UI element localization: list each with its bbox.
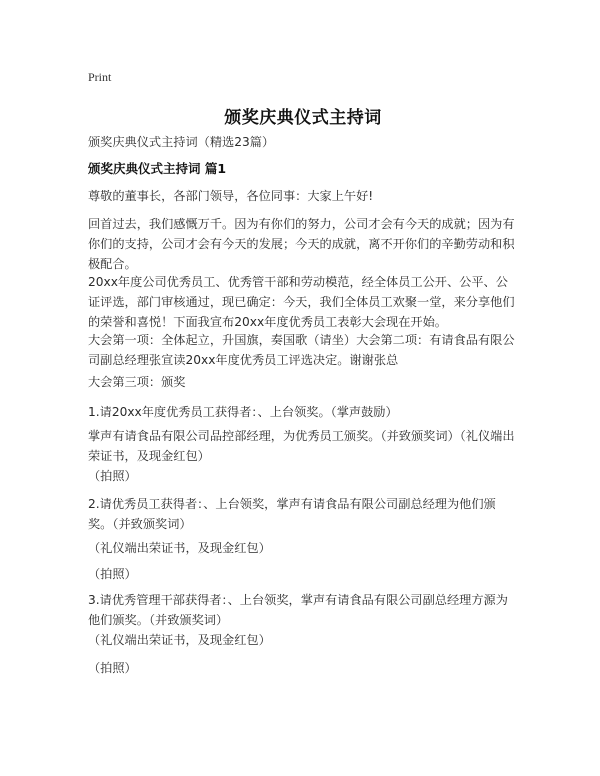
paragraph: 大会第三项：颁奖 bbox=[88, 375, 186, 389]
paragraph: （拍照） bbox=[88, 661, 137, 675]
document-subtitle: 颁奖庆典仪式主持词（精选23篇） bbox=[88, 135, 275, 149]
paragraph: 20xx年度公司优秀员工、优秀管干部和劳动模范，经全体员工公开、公平、公证评选，部门审核通过，现已确定：今天，我们全体员工欢聚一堂，来分享他们的荣誉和喜悦！下面我宣布20xx年度优秀员工表彰大会现在开始。 bbox=[88, 275, 515, 329]
paragraph: 尊敬的董事长，各部门领导，各位同事：大家上午好! bbox=[88, 189, 374, 203]
paragraph: 1.请20xx年度优秀员工获得者：、上台领奖。（掌声鼓励） bbox=[88, 405, 398, 419]
section-heading: 颁奖庆典仪式主持词 篇1 bbox=[88, 161, 227, 176]
paragraph: （拍照） bbox=[88, 469, 137, 483]
print-label[interactable]: Print bbox=[88, 70, 112, 84]
page-title: 颁奖庆典仪式主持词 bbox=[224, 108, 382, 128]
paragraph: （礼仪端出荣证书，及现金红包） bbox=[88, 633, 271, 647]
paragraph: （拍照） bbox=[88, 567, 137, 581]
paragraph: 掌声有请食品有限公司品控部经理，为优秀员工颁奖。（并致颁奖词）（礼仪端出荣证书，及现金红包） bbox=[88, 429, 515, 463]
paragraph: 大会第一项：全体起立，升国旗，奏国歌（请坐）大会第二项：有请食品有限公司副总经理张宣读20xx年度优秀员工评选决定。谢谢张总 bbox=[88, 333, 515, 367]
paragraph: 2.请优秀员工获得者：、上台领奖，掌声有请食品有限公司副总经理为他们颁奖。（并致颁奖词） bbox=[88, 497, 496, 531]
paragraph: 3.请优秀管理干部获得者：、上台领奖，掌声有请食品有限公司副总经理方源为他们颁奖。（并致颁奖词） bbox=[88, 593, 508, 627]
paragraph: （礼仪端出荣证书，及现金红包） bbox=[88, 541, 271, 555]
paragraph: 回首过去，我们感慨万千。因为有你们的努力，公司才会有今天的成就；因为有你们的支持，公司才会有今天的发展；今天的成就，离不开你们的辛勤劳动和积极配合。 bbox=[88, 217, 515, 271]
